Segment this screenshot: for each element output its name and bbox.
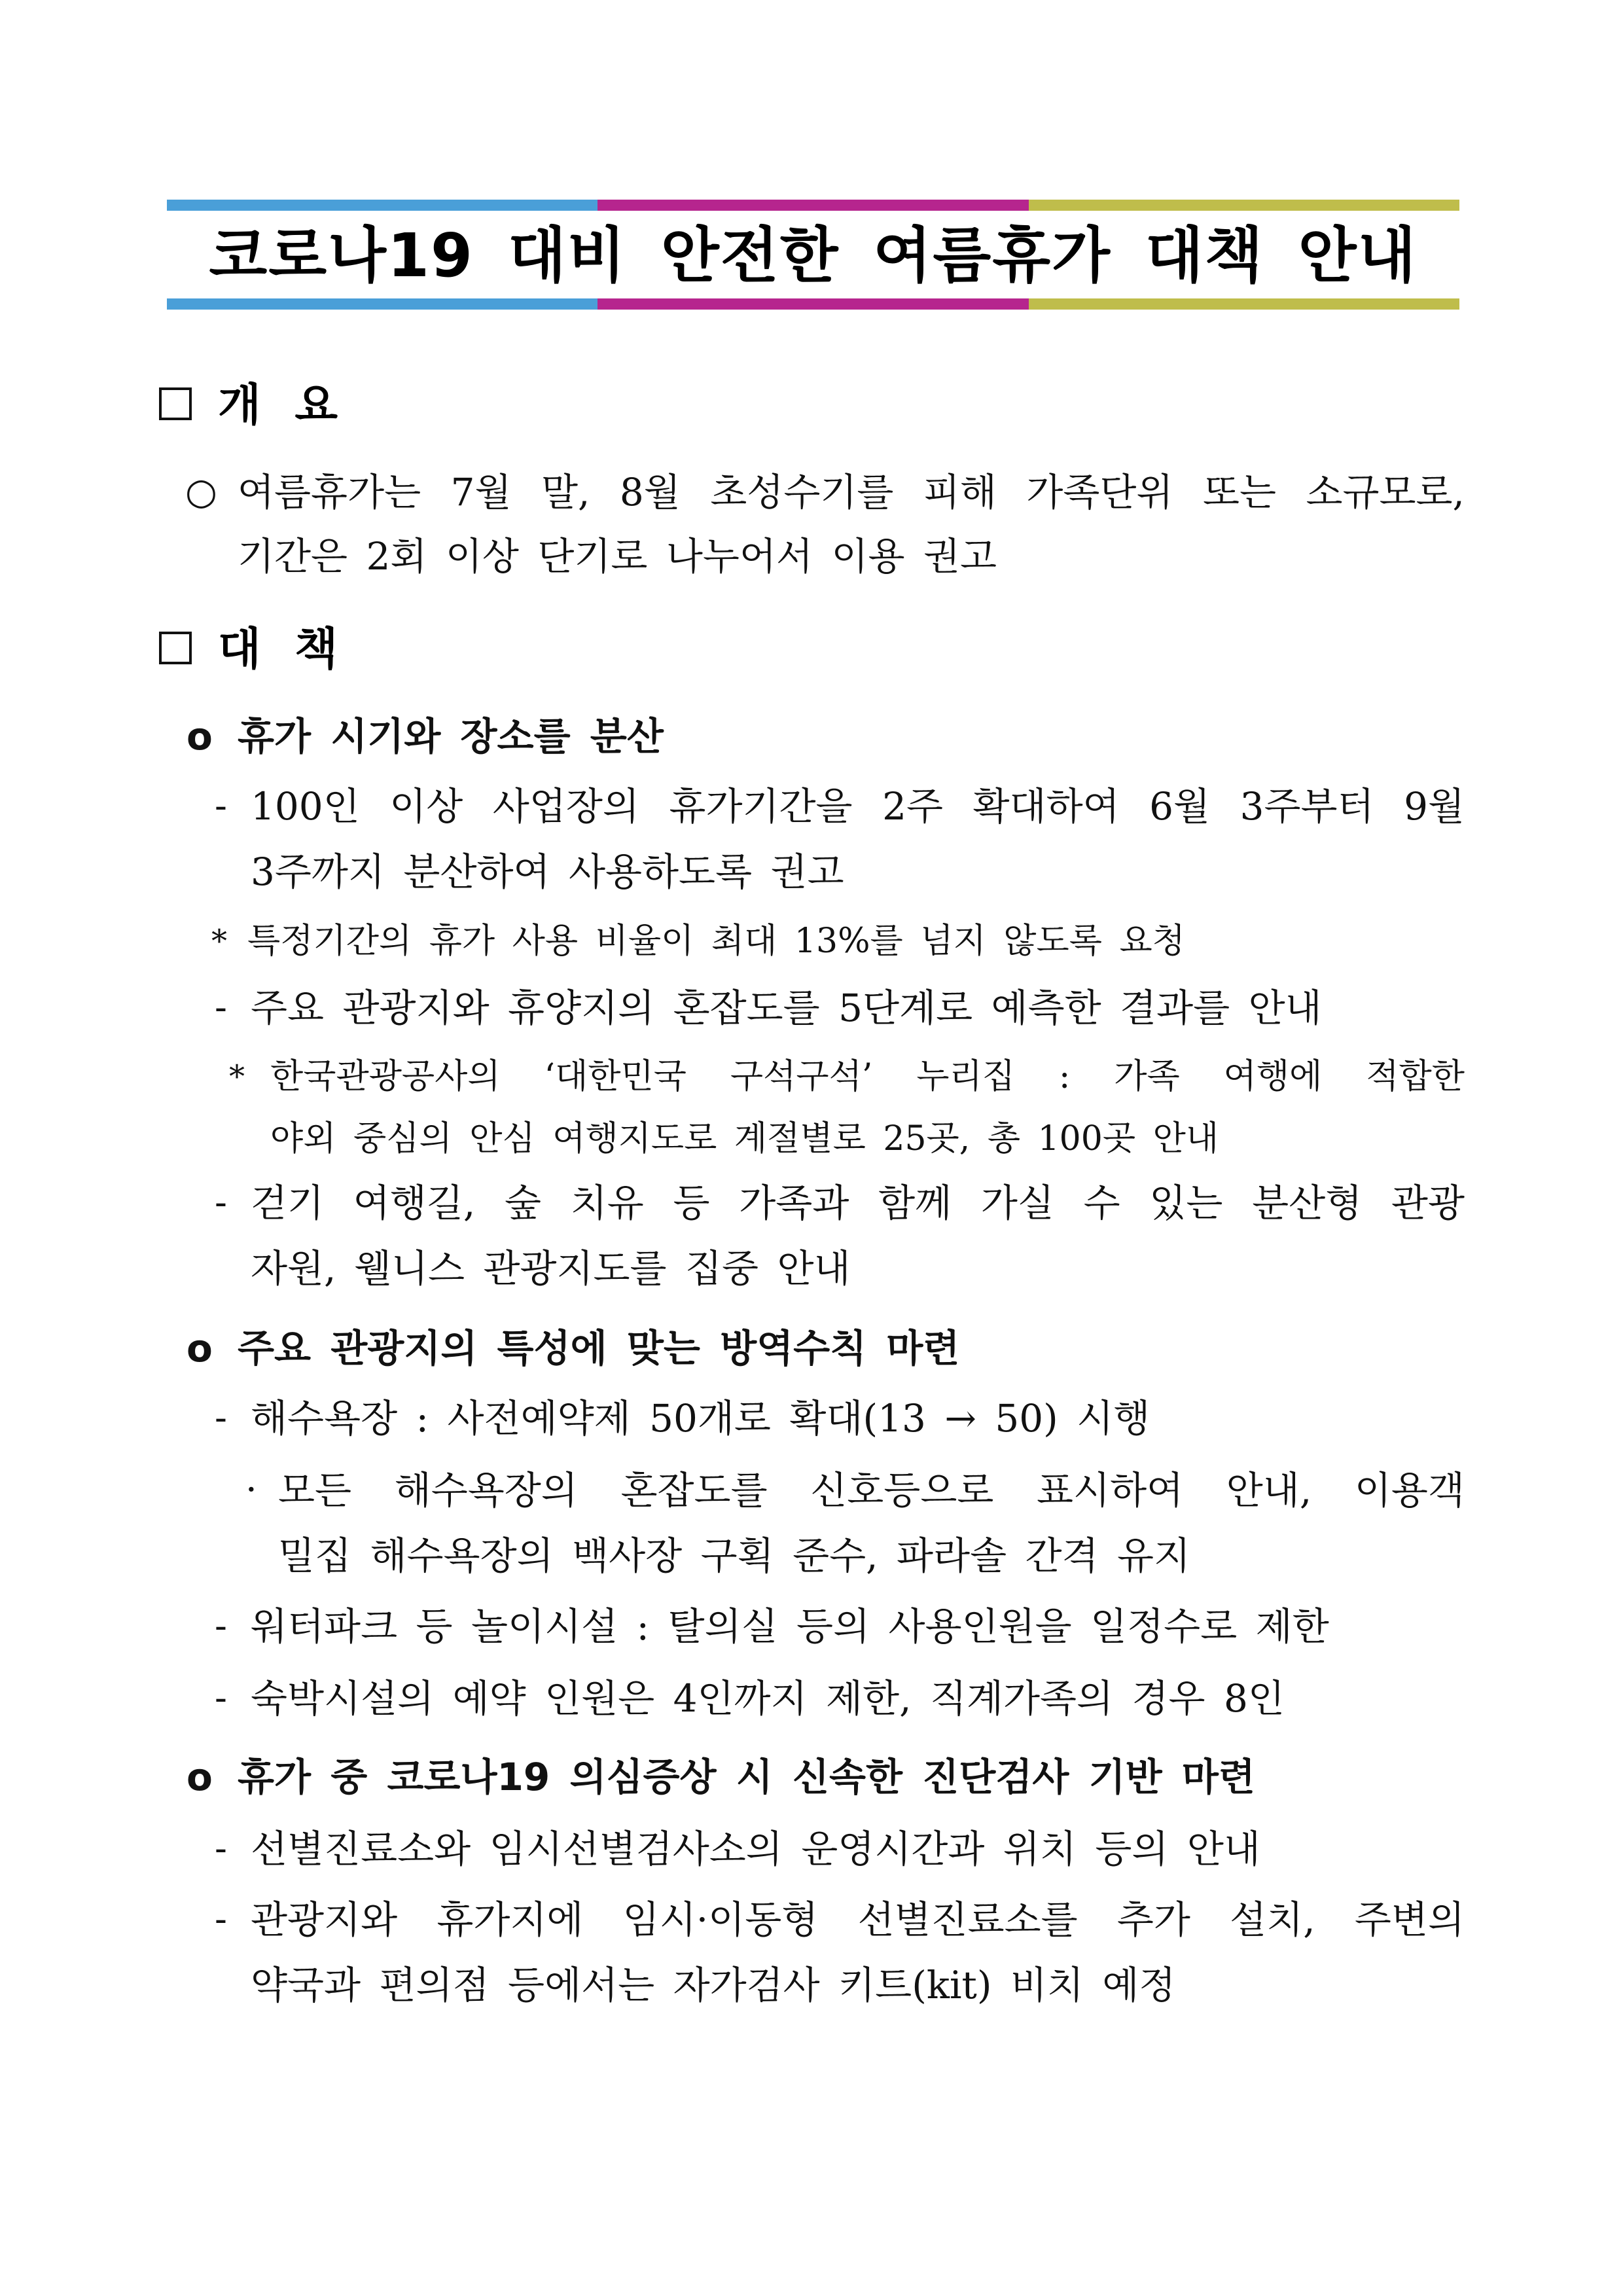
group-bullet: o [187,1326,213,1371]
checkbox-square-icon [159,632,192,664]
paragraph-line: 여름휴가는 7월 말, 8월 초성수기를 피해 가족단위 또는 소규모로, [238,470,1465,514]
item-line: 모든 해수욕장의 혼잡도를 신호등으로 표시하여 안내, 이용객 [278,1468,1465,1513]
note-line: 한국관광공사의 ‘대한민국 구석구석’ 누리집 : 가족 여행에 적합한 [270,1057,1465,1096]
banner-segment-magenta [597,200,1028,211]
section-heading-overview [159,376,338,435]
item-line: 3주까지 분산하여 사용하도록 권고 [251,850,844,894]
checkbox-square-icon [159,387,192,420]
title-banner [167,200,1459,310]
group-bullet: o [187,1755,213,1799]
item-line: 관광지와 휴가지에 임시·이동형 선별진료소를 추가 설치, 주변의 [251,1897,1465,1942]
item-line: 자원, 웰니스 관광지도를 집중 안내 [251,1246,851,1291]
item-line: 워터파크 등 놀이시설 : 탈의실 등의 사용인원을 일정수로 제한 [251,1604,1329,1649]
document-title: 코로나19 대비 안전한 여름휴가 대책 안내 [209,221,1418,291]
item-line: 주요 관광지와 휴양지의 혼잡도를 5단계로 예측한 결과를 안내 [251,986,1322,1030]
dash-marker: - [215,1677,227,1719]
dash-marker: - [215,785,227,827]
banner-segment-blue [167,200,597,211]
group-title: 주요 관광지의 특성에 맞는 방역수칙 마련 [238,1326,960,1371]
item-line: 밀집 해수욕장의 백사장 구획 준수, 파라솔 간격 유지 [278,1534,1191,1578]
asterisk-marker: * [229,1058,245,1095]
item-line: 걷기 여행길, 숲 치유 등 가족과 함께 가실 수 있는 분산형 관광 [251,1181,1465,1225]
dash-marker: - [215,1827,227,1870]
group-title: 휴가 중 코로나19 의심증상 시 신속한 진단검사 기반 마련 [238,1755,1255,1799]
item-line: 숙박시설의 예약 인원은 4인까지 제한, 직계가족의 경우 8인 [251,1676,1285,1721]
item-line: 해수욕장 : 사전예약제 50개로 확대(13 → 50) 시행 [251,1396,1150,1441]
banner-segment-olive [1029,200,1459,211]
note-line: 야외 중심의 안심 여행지도로 계절별로 25곳, 총 100곳 안내 [270,1119,1219,1158]
note-line: 특정기간의 휴가 사용 비율이 최대 13%를 넘지 않도록 요청 [247,922,1185,961]
group-bullet: o [187,714,213,759]
dash-marker: - [215,986,227,1029]
dash-marker: - [215,1397,227,1439]
item-line: 약국과 편의점 등에서는 자가검사 키트(kit) 비치 예정 [251,1963,1176,2007]
section-heading-measures [159,620,338,679]
banner-bottom-bar [167,298,1459,310]
middle-dot-marker: · [245,1469,257,1511]
section-heading-label: 대 책 [218,624,338,675]
banner-segment-olive [1029,298,1459,310]
banner-top-bar [167,200,1459,211]
section-heading-label: 개 요 [218,380,338,431]
item-line: 선별진료소와 임시선별검사소의 운영시간과 위치 등의 안내 [251,1827,1260,1871]
item-line: 100인 이상 사업장의 휴가기간을 2주 확대하여 6월 3주부터 9월 [251,784,1465,829]
paragraph-line: 기간은 2회 이상 단기로 나누어서 이용 권고 [238,534,997,579]
dash-marker: - [215,1898,227,1941]
circle-bullet: ○ [185,471,217,513]
banner-segment-blue [167,298,597,310]
dash-marker: - [215,1605,227,1647]
banner-segment-magenta [597,298,1028,310]
group-title: 휴가 시기와 장소를 분산 [238,714,664,759]
dash-marker: - [215,1181,227,1224]
asterisk-marker: * [211,923,227,960]
